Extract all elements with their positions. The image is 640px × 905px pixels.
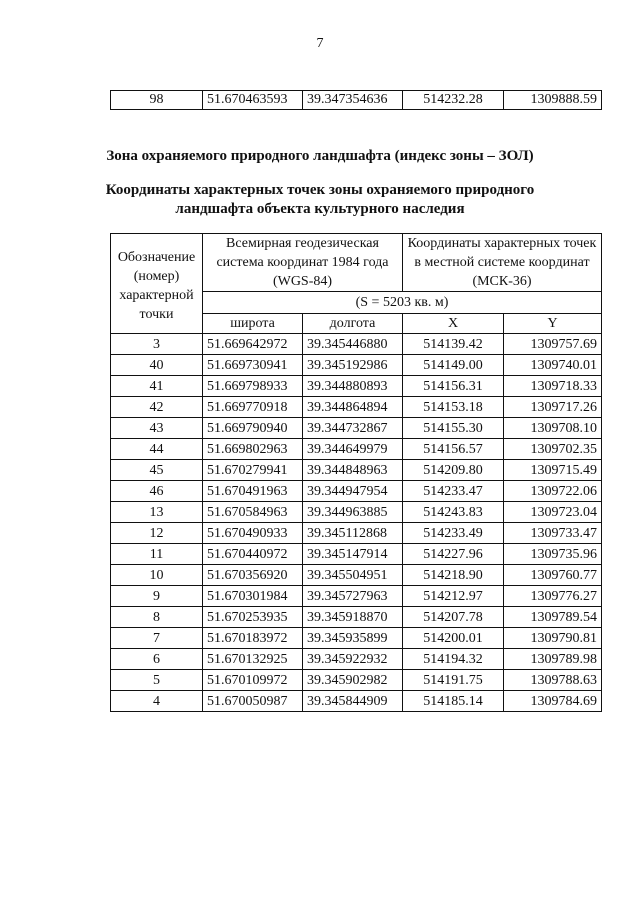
cell-point-number: 7 <box>111 628 203 649</box>
coordinates-table <box>110 233 602 712</box>
cell-y: 1309789.98 <box>504 649 602 670</box>
cell-latitude: 51.670490933 <box>203 523 303 544</box>
cell-longitude: 39.344732867 <box>303 418 403 439</box>
cell-latitude: 51.669802963 <box>203 439 303 460</box>
cell-x: 514207.78 <box>403 607 504 628</box>
table-row <box>111 544 602 565</box>
header-point-designation: Обозначение (номер) характерной точки <box>111 234 203 334</box>
cell-longitude: 39.345922932 <box>303 649 403 670</box>
table-row <box>111 586 602 607</box>
cell-longitude: 39.344649979 <box>303 439 403 460</box>
cell-point-number: 44 <box>111 439 203 460</box>
table-subtitle <box>0 181 640 219</box>
table-row <box>111 334 602 355</box>
cell-x: 514212.97 <box>403 586 504 607</box>
table-row <box>111 523 602 544</box>
table-row <box>111 397 602 418</box>
cell-point-number: 4 <box>111 691 203 712</box>
table-row <box>111 607 602 628</box>
cell-latitude: 51.670440972 <box>203 544 303 565</box>
cell-point-number: 11 <box>111 544 203 565</box>
cell-y: 1309702.35 <box>504 439 602 460</box>
cell-latitude: 51.670132925 <box>203 649 303 670</box>
header-x: X <box>403 314 504 334</box>
cell-y: 1309776.27 <box>504 586 602 607</box>
cell-longitude: 39.344848963 <box>303 460 403 481</box>
cell-point-number: 3 <box>111 334 203 355</box>
table-row <box>111 460 602 481</box>
cell-longitude: 39.344947954 <box>303 481 403 502</box>
cell-point-number: 9 <box>111 586 203 607</box>
cell-point-number: 98 <box>111 91 203 110</box>
table-row <box>111 502 602 523</box>
cell-latitude: 51.670279941 <box>203 460 303 481</box>
cell-x: 514139.42 <box>403 334 504 355</box>
cell-point-number: 42 <box>111 397 203 418</box>
cell-point-number: 12 <box>111 523 203 544</box>
cell-latitude: 51.670253935 <box>203 607 303 628</box>
table-row <box>111 91 602 110</box>
cell-latitude: 51.670584963 <box>203 502 303 523</box>
table-row <box>111 565 602 586</box>
cell-longitude: 39.345446880 <box>303 334 403 355</box>
cell-latitude: 51.670183972 <box>203 628 303 649</box>
table-row <box>111 691 602 712</box>
cell-longitude: 39.344864894 <box>303 397 403 418</box>
cell-latitude: 51.670356920 <box>203 565 303 586</box>
cell-y: 1309789.54 <box>504 607 602 628</box>
cell-x: 514218.90 <box>403 565 504 586</box>
cell-x: 514209.80 <box>403 460 504 481</box>
cell-latitude: 51.669730941 <box>203 355 303 376</box>
page-number: 7 <box>316 36 324 51</box>
cell-latitude: 51.670301984 <box>203 586 303 607</box>
cell-x: 514232.28 <box>403 91 504 110</box>
cell-x: 514191.75 <box>403 670 504 691</box>
cell-point-number: 40 <box>111 355 203 376</box>
header-wgs84: Всемирная геодезическая система координат 1984 года (WGS-84) <box>203 234 403 292</box>
cell-longitude: 39.345918870 <box>303 607 403 628</box>
cell-y: 1309788.63 <box>504 670 602 691</box>
cell-x: 514155.30 <box>403 418 504 439</box>
cell-point-number: 45 <box>111 460 203 481</box>
header-latitude: широта <box>203 314 303 334</box>
cell-y: 1309718.33 <box>504 376 602 397</box>
table-row <box>111 649 602 670</box>
cell-longitude: 39.345844909 <box>303 691 403 712</box>
cell-x: 514149.00 <box>403 355 504 376</box>
cell-longitude: 39.345902982 <box>303 670 403 691</box>
cell-longitude: 39.345112868 <box>303 523 403 544</box>
cell-y: 1309790.81 <box>504 628 602 649</box>
table-row <box>111 439 602 460</box>
cell-longitude: 39.345147914 <box>303 544 403 565</box>
cell-latitude: 51.669770918 <box>203 397 303 418</box>
cell-x: 514233.49 <box>403 523 504 544</box>
cell-y: 1309723.04 <box>504 502 602 523</box>
cell-longitude: 39.345504951 <box>303 565 403 586</box>
cell-longitude: 39.344880893 <box>303 376 403 397</box>
cell-latitude: 51.669642972 <box>203 334 303 355</box>
cell-longitude: 39.344963885 <box>303 502 403 523</box>
cell-x: 514200.01 <box>403 628 504 649</box>
cell-y: 1309888.59 <box>504 91 602 110</box>
cell-point-number: 13 <box>111 502 203 523</box>
cell-y: 1309722.06 <box>504 481 602 502</box>
cell-y: 1309757.69 <box>504 334 602 355</box>
cell-latitude: 51.670491963 <box>203 481 303 502</box>
cell-y: 1309733.47 <box>504 523 602 544</box>
cell-x: 514185.14 <box>403 691 504 712</box>
cell-x: 514227.96 <box>403 544 504 565</box>
cell-longitude: 39.345192986 <box>303 355 403 376</box>
cell-y: 1309784.69 <box>504 691 602 712</box>
cell-point-number: 6 <box>111 649 203 670</box>
cell-y: 1309735.96 <box>504 544 602 565</box>
cell-x: 514156.57 <box>403 439 504 460</box>
cell-longitude: 39.347354636 <box>303 91 403 110</box>
cell-point-number: 43 <box>111 418 203 439</box>
table-row <box>111 376 602 397</box>
cell-latitude: 51.670050987 <box>203 691 303 712</box>
cell-y: 1309717.26 <box>504 397 602 418</box>
cell-point-number: 46 <box>111 481 203 502</box>
cell-y: 1309708.10 <box>504 418 602 439</box>
section-title: Зона охраняемого природного ландшафта (индекс зоны – ЗОЛ) <box>106 148 534 164</box>
cell-x: 514153.18 <box>403 397 504 418</box>
cell-x: 514194.32 <box>403 649 504 670</box>
cell-point-number: 10 <box>111 565 203 586</box>
cell-x: 514156.31 <box>403 376 504 397</box>
cell-x: 514243.83 <box>403 502 504 523</box>
header-y: Y <box>504 314 602 334</box>
header-area: (S = 5203 кв. м) <box>203 292 602 314</box>
table-row <box>111 481 602 502</box>
table-row <box>111 355 602 376</box>
header-local-system: Координаты характерных точек в местной системе координат (МСК-36) <box>403 234 602 292</box>
table-row <box>111 670 602 691</box>
cell-point-number: 8 <box>111 607 203 628</box>
cell-latitude: 51.670463593 <box>203 91 303 110</box>
subtitle-line-1: Координаты характерных точек зоны охраняемого природного <box>105 182 535 198</box>
cell-latitude: 51.670109972 <box>203 670 303 691</box>
cell-y: 1309740.01 <box>504 355 602 376</box>
cell-latitude: 51.669790940 <box>203 418 303 439</box>
cell-y: 1309760.77 <box>504 565 602 586</box>
cell-point-number: 41 <box>111 376 203 397</box>
cell-longitude: 39.345727963 <box>303 586 403 607</box>
cell-y: 1309715.49 <box>504 460 602 481</box>
table-row <box>111 628 602 649</box>
continued-coordinates-table <box>110 90 602 110</box>
cell-x: 514233.47 <box>403 481 504 502</box>
cell-point-number: 5 <box>111 670 203 691</box>
cell-latitude: 51.669798933 <box>203 376 303 397</box>
table-row <box>111 418 602 439</box>
header-longitude: долгота <box>303 314 403 334</box>
subtitle-line-2: ландшафта объекта культурного наследия <box>175 201 465 217</box>
cell-longitude: 39.345935899 <box>303 628 403 649</box>
